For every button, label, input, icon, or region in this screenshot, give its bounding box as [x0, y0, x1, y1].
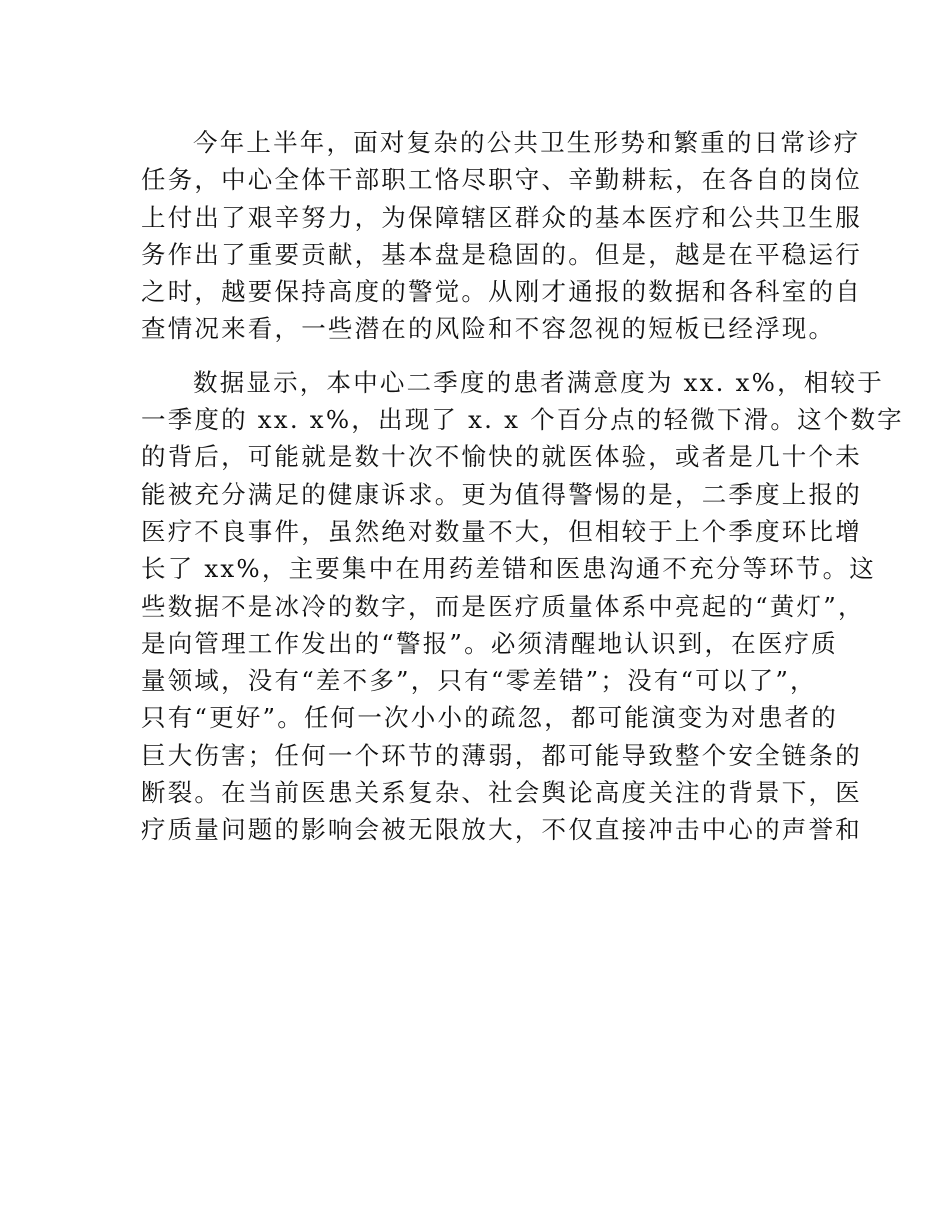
text-line: 些数据不是冰冷的数字，而是医疗质量体系中亮起的“黄灯”，: [141, 591, 865, 621]
text-line: 量领域，没有“差不多”，只有“零差错”；没有“可以了”，: [141, 666, 817, 696]
text-line: 上付出了艰辛努力，为保障辖区群众的基本医疗和公共卫生服: [141, 202, 862, 232]
text-line: 之时，越要保持高度的警觉。从刚才通报的数据和各科室的自: [141, 277, 862, 307]
text-line: 断裂。在当前医患关系复杂、社会舆论高度关注的背景下，医: [141, 778, 862, 808]
document-page: [141, 124, 904, 849]
paragraph-2: [141, 364, 904, 849]
paragraph-1: [141, 124, 862, 348]
text-line: 的背后，可能就是数十次不愉快的就医体验，或者是几十个未: [141, 442, 862, 472]
text-line: 查情况来看，一些潜在的风险和不容忽视的短板已经浮现。: [141, 314, 836, 344]
text-line: 是向管理工作发出的“警报”。必须清醒地认识到，在医疗质: [141, 628, 838, 658]
text-line: 务作出了重要贡献，基本盘是稳固的。但是，越是在平稳运行: [141, 239, 862, 269]
text-line: 疗质量问题的影响会被无限放大，不仅直接冲击中心的声誉和: [141, 815, 862, 845]
text-line: 今年上半年，面对复杂的公共卫生形势和繁重的日常诊疗: [193, 128, 861, 157]
text-line: 医疗不良事件，虽然绝对数量不大，但相较于上个季度环比增: [141, 516, 862, 546]
text-line: 巨大伤害；任何一个环节的薄弱，都可能导致整个安全链条的: [141, 740, 862, 770]
text-line: 长了 xx%，主要集中在用药差错和医患沟通不充分等环节。这: [141, 554, 876, 584]
text-line: 能被充分满足的健康诉求。更为值得警惕的是，二季度上报的: [141, 479, 862, 509]
text-line: 任务，中心全体干部职工恪尽职守、辛勤耕耘，在各自的岗位: [141, 165, 862, 195]
text-line: 一季度的 xx. x%，出现了 x. x 个百分点的轻微下滑。这个数字: [141, 405, 904, 435]
text-line: 数据显示，本中心二季度的患者满意度为 xx. x%，相较于: [193, 367, 884, 397]
text-line: 只有“更好”。任何一次小小的疏忽，都可能演变为对患者的: [141, 703, 838, 733]
